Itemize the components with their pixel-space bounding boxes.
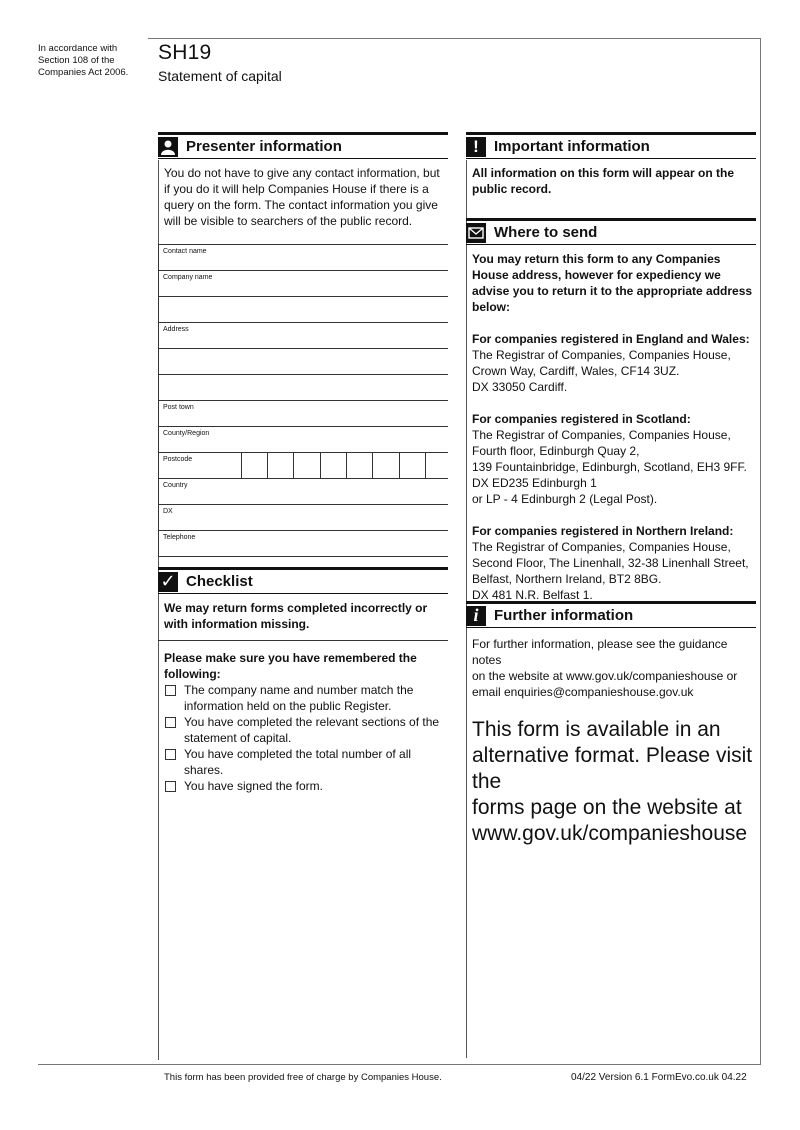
legal-note-line: In accordance with bbox=[38, 43, 118, 54]
presenter-intro: You do not have to give any contact information, but if you do it will help Companies House if there is a query on the form. The contact information you give will be visible to searchers of the public record. bbox=[164, 166, 440, 228]
checklist-item-text: You have signed the form. bbox=[184, 779, 323, 793]
country-field[interactable] bbox=[158, 479, 448, 505]
scotland-title: For companies registered in Scotland: bbox=[472, 412, 691, 426]
checklist-items bbox=[158, 682, 448, 794]
checkbox[interactable] bbox=[165, 749, 176, 760]
postcode-cell bbox=[241, 453, 242, 479]
england-title: For companies registered in England and Wales: bbox=[472, 332, 750, 346]
postcode-cell bbox=[267, 453, 268, 479]
frame-right-rule bbox=[760, 38, 761, 1064]
form-code: SH19 bbox=[158, 41, 212, 64]
company-name-field[interactable] bbox=[158, 271, 448, 297]
company-name-field-2[interactable] bbox=[158, 297, 448, 323]
address-label: Address bbox=[163, 326, 189, 333]
where-to-send-section bbox=[466, 218, 756, 603]
checklist-warning: We may return forms completed incorrectly or with information missing. bbox=[164, 601, 428, 631]
important-heading: Important information bbox=[494, 138, 650, 155]
address-line: DX ED235 Edinburgh 1 bbox=[472, 476, 597, 490]
postcode-cell bbox=[425, 453, 426, 479]
address-line: DX 33050 Cardiff. bbox=[472, 380, 568, 394]
legal-note-line: Section 108 of the bbox=[38, 55, 115, 66]
address-field-2[interactable] bbox=[158, 349, 448, 375]
legal-note bbox=[38, 43, 138, 79]
england-address bbox=[466, 315, 756, 395]
person-icon bbox=[158, 137, 178, 157]
important-header bbox=[466, 132, 756, 158]
address-line: Crown Way, Cardiff, Wales, CF14 3UZ. bbox=[472, 364, 680, 378]
country-label: Country bbox=[163, 482, 188, 489]
further-header bbox=[466, 601, 756, 627]
footer-rule bbox=[38, 1064, 761, 1065]
presenter-header bbox=[158, 132, 448, 158]
company-name-label: Company name bbox=[163, 274, 213, 281]
contact-name-label: Contact name bbox=[163, 248, 207, 255]
postcode-cell bbox=[372, 453, 373, 479]
envelope-icon bbox=[466, 223, 486, 243]
checkbox[interactable] bbox=[165, 685, 176, 696]
further-heading: Further information bbox=[494, 607, 634, 624]
checklist-section bbox=[158, 567, 448, 794]
further-line: email enquiries@companieshouse.gov.uk bbox=[472, 685, 694, 699]
where-heading: Where to send bbox=[494, 224, 598, 241]
address-line: Second Floor, The Linenhall, 32-38 Linenhall Street, bbox=[472, 556, 749, 570]
checkbox[interactable] bbox=[165, 717, 176, 728]
address-line: 139 Fountainbridge, Edinburgh, Scotland, EH3 9FF. bbox=[472, 460, 747, 474]
address-line: DX 481 N.R. Belfast 1. bbox=[472, 588, 593, 602]
alt-format-line: alternative format. Please visit the bbox=[472, 744, 753, 793]
checklist-item[interactable] bbox=[164, 778, 444, 794]
county-label: County/Region bbox=[163, 430, 210, 437]
important-section bbox=[466, 132, 756, 197]
footer-note: This form has been provided free of charge by Companies House. bbox=[164, 1072, 442, 1083]
presenter-heading: Presenter information bbox=[186, 138, 342, 155]
where-intro: You may return this form to any Companies House address, however for expediency we advise you to return it to the appropriate address below: bbox=[472, 252, 753, 314]
postcode-field[interactable] bbox=[158, 453, 448, 479]
checklist-item-text: The company name and number match the information held on the public Register. bbox=[184, 683, 414, 713]
address-line: The Registrar of Companies, Companies House, bbox=[472, 348, 731, 362]
checklist-prompt: Please make sure you have remembered the following: bbox=[164, 651, 417, 681]
telephone-field[interactable] bbox=[158, 531, 448, 557]
contact-name-field[interactable] bbox=[158, 245, 448, 271]
address-field[interactable] bbox=[158, 323, 448, 349]
postcode-cell bbox=[293, 453, 294, 479]
checklist-item[interactable] bbox=[164, 746, 444, 778]
dx-field[interactable] bbox=[158, 505, 448, 531]
county-field[interactable] bbox=[158, 427, 448, 453]
checklist-item[interactable] bbox=[164, 714, 444, 746]
important-text: All information on this form will appear on the public record. bbox=[472, 166, 735, 196]
checkbox[interactable] bbox=[165, 781, 176, 792]
form-title: Statement of capital bbox=[158, 68, 282, 84]
checklist-item-text: You have completed the relevant sections of the statement of capital. bbox=[184, 715, 440, 745]
frame-top-rule bbox=[148, 38, 761, 39]
alt-format-line: www.gov.uk/companieshouse bbox=[472, 822, 748, 845]
address-line: The Registrar of Companies, Companies House, bbox=[472, 428, 731, 442]
further-text bbox=[466, 628, 756, 700]
further-line: on the website at www.gov.uk/companieshouse or bbox=[472, 669, 738, 683]
alt-format-line: forms page on the website at bbox=[472, 796, 742, 819]
postcode-cell bbox=[346, 453, 347, 479]
telephone-label: Telephone bbox=[163, 534, 196, 541]
footer-version: 04/22 Version 6.1 FormEvo.co.uk 04.22 bbox=[571, 1072, 747, 1083]
presenter-section bbox=[158, 132, 448, 239]
checklist-item[interactable] bbox=[164, 682, 444, 714]
info-icon: i bbox=[466, 606, 486, 626]
where-header bbox=[466, 218, 756, 244]
address-line: Fourth floor, Edinburgh Quay 2, bbox=[472, 444, 640, 458]
alternative-format-note bbox=[466, 700, 756, 847]
checkmark-icon: ✓ bbox=[158, 572, 178, 592]
postcode-cell bbox=[320, 453, 321, 479]
address-line: Belfast, Northern Ireland, BT2 8BG. bbox=[472, 572, 662, 586]
legal-note-line: Companies Act 2006. bbox=[38, 67, 129, 78]
ni-title: For companies registered in Northern Ireland: bbox=[472, 524, 734, 538]
presenter-form bbox=[158, 244, 448, 557]
address-line: or LP - 4 Edinburgh 2 (Legal Post). bbox=[472, 492, 658, 506]
further-info-section bbox=[466, 601, 756, 847]
address-field-3[interactable] bbox=[158, 375, 448, 401]
postcode-label: Postcode bbox=[163, 456, 193, 463]
post-town-field[interactable] bbox=[158, 401, 448, 427]
address-line: The Registrar of Companies, Companies House, bbox=[472, 540, 731, 554]
postcode-cell bbox=[399, 453, 400, 479]
dx-label: DX bbox=[163, 508, 173, 515]
exclamation-icon: ! bbox=[466, 137, 486, 157]
further-line: For further information, please see the guidance notes bbox=[472, 637, 728, 667]
checklist-heading: Checklist bbox=[186, 573, 253, 590]
post-town-label: Post town bbox=[163, 404, 194, 411]
alt-format-line: This form is available in an bbox=[472, 718, 721, 741]
ni-address bbox=[466, 507, 756, 603]
checklist-header bbox=[158, 567, 448, 593]
scotland-address bbox=[466, 395, 756, 507]
checklist-item-text: You have completed the total number of all shares. bbox=[184, 747, 412, 777]
